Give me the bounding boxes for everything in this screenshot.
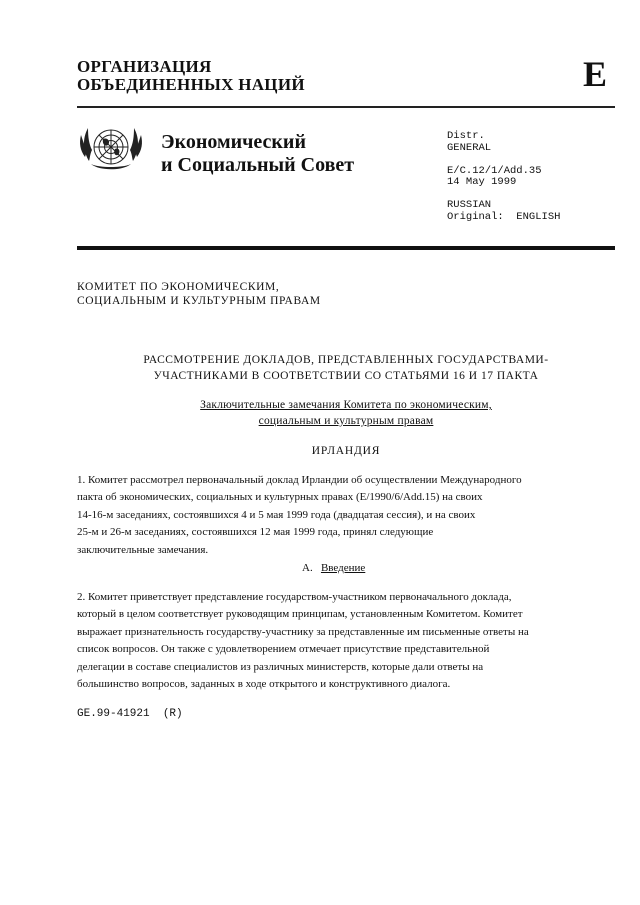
- report-title-line2: УЧАСТНИКАМИ В СООТВЕТСТВИИ СО СТАТЬЯМИ 16 И 17 ПАКТА: [153, 370, 539, 382]
- paragraph-1-line: 1. Комитет рассмотрел первоначальный доклад Ирландии об осуществлении Международного: [77, 474, 522, 486]
- distr-label: Distr.: [447, 130, 485, 142]
- report-title-line1: РАССМОТРЕНИЕ ДОКЛАДОВ, ПРЕДСТАВЛЕННЫХ ГОСУДАРСТВАМИ-: [143, 354, 549, 366]
- document-symbol: E/C.12/1/Add.35: [447, 164, 542, 177]
- language-code: E: [583, 54, 608, 94]
- paragraph-1-line: заключительные замечания.: [77, 543, 209, 556]
- paragraph-2-line: который в целом соответствует руководящим принципам, установленным Комитетом. Комитет: [77, 608, 523, 621]
- organization-name-line1: ОРГАНИЗАЦИЯ: [77, 57, 212, 76]
- committee-name-line2: СОЦИАЛЬНЫМ И КУЛЬТУРНЫМ ПРАВАМ: [77, 295, 321, 307]
- section-letter: A.: [302, 562, 313, 574]
- organization-name-line2: ОБЪЕДИНЕННЫХ НАЦИЙ: [77, 75, 305, 94]
- document-date: 14 May 1999: [447, 176, 517, 188]
- council-name: [161, 131, 354, 177]
- country-heading: ИРЛАНДИЯ: [311, 445, 381, 457]
- original-language: Original: ENGLISH: [447, 210, 561, 223]
- document-metadata: [447, 131, 560, 223]
- paragraph-2-line: большинство вопросов, заданных в ходе открытого и конструктивного диалога.: [77, 678, 451, 691]
- committee-name: [77, 280, 321, 308]
- distribution: GENERAL: [447, 141, 492, 154]
- conclusions-title-line1: Заключительные замечания Комитета по экономическим,: [200, 399, 492, 411]
- document-language: RUSSIAN: [447, 199, 492, 211]
- header-thick-divider: [77, 246, 615, 250]
- committee-name-line1: КОМИТЕТ ПО ЭКОНОМИЧЕСКИМ,: [77, 281, 280, 293]
- conclusions-title-line2: социальным и культурным правам: [258, 415, 434, 427]
- paragraph-1-line: 25-м и 26-м заседаниях, состоявшихся 12 мая 1999 года, принял следующие: [77, 526, 434, 539]
- paragraph-2: [77, 589, 597, 693]
- organization-name: [77, 58, 305, 94]
- council-name-line2: и Социальный Совет: [161, 154, 355, 176]
- paragraph-2-line: делегации в составе специалистов из различных министерств, которые дали ответы на: [77, 660, 484, 673]
- section-title: Введение: [320, 562, 366, 574]
- paragraph-2-line: выражает признательность государству-участнику за представленные им письменные ответы на: [77, 625, 529, 638]
- paragraph-1-line: пакта об экономических, социальных и культурных правах (E/1990/6/Add.15) на своих: [77, 491, 483, 504]
- conclusions-title: [77, 397, 615, 429]
- un-emblem-icon: [77, 117, 145, 181]
- section-heading: [302, 561, 365, 575]
- job-number: GE.99-41921 (R): [77, 708, 183, 720]
- paragraph-2-line: список вопросов. Он также с удовлетворением отмечает присутствие представительной: [77, 643, 490, 656]
- paragraph-2-line: 2. Комитет приветствует представление государством-участником первоначального доклада,: [77, 591, 512, 603]
- paragraph-1-line: 14-16-м заседаниях, состоявшихся 4 и 5 мая 1999 года (двадцатая сессия), и на своих: [77, 508, 476, 521]
- council-name-line1: Экономический: [161, 131, 306, 153]
- paragraph-1: [77, 472, 597, 559]
- report-title: [77, 352, 615, 384]
- header-divider: [77, 106, 615, 108]
